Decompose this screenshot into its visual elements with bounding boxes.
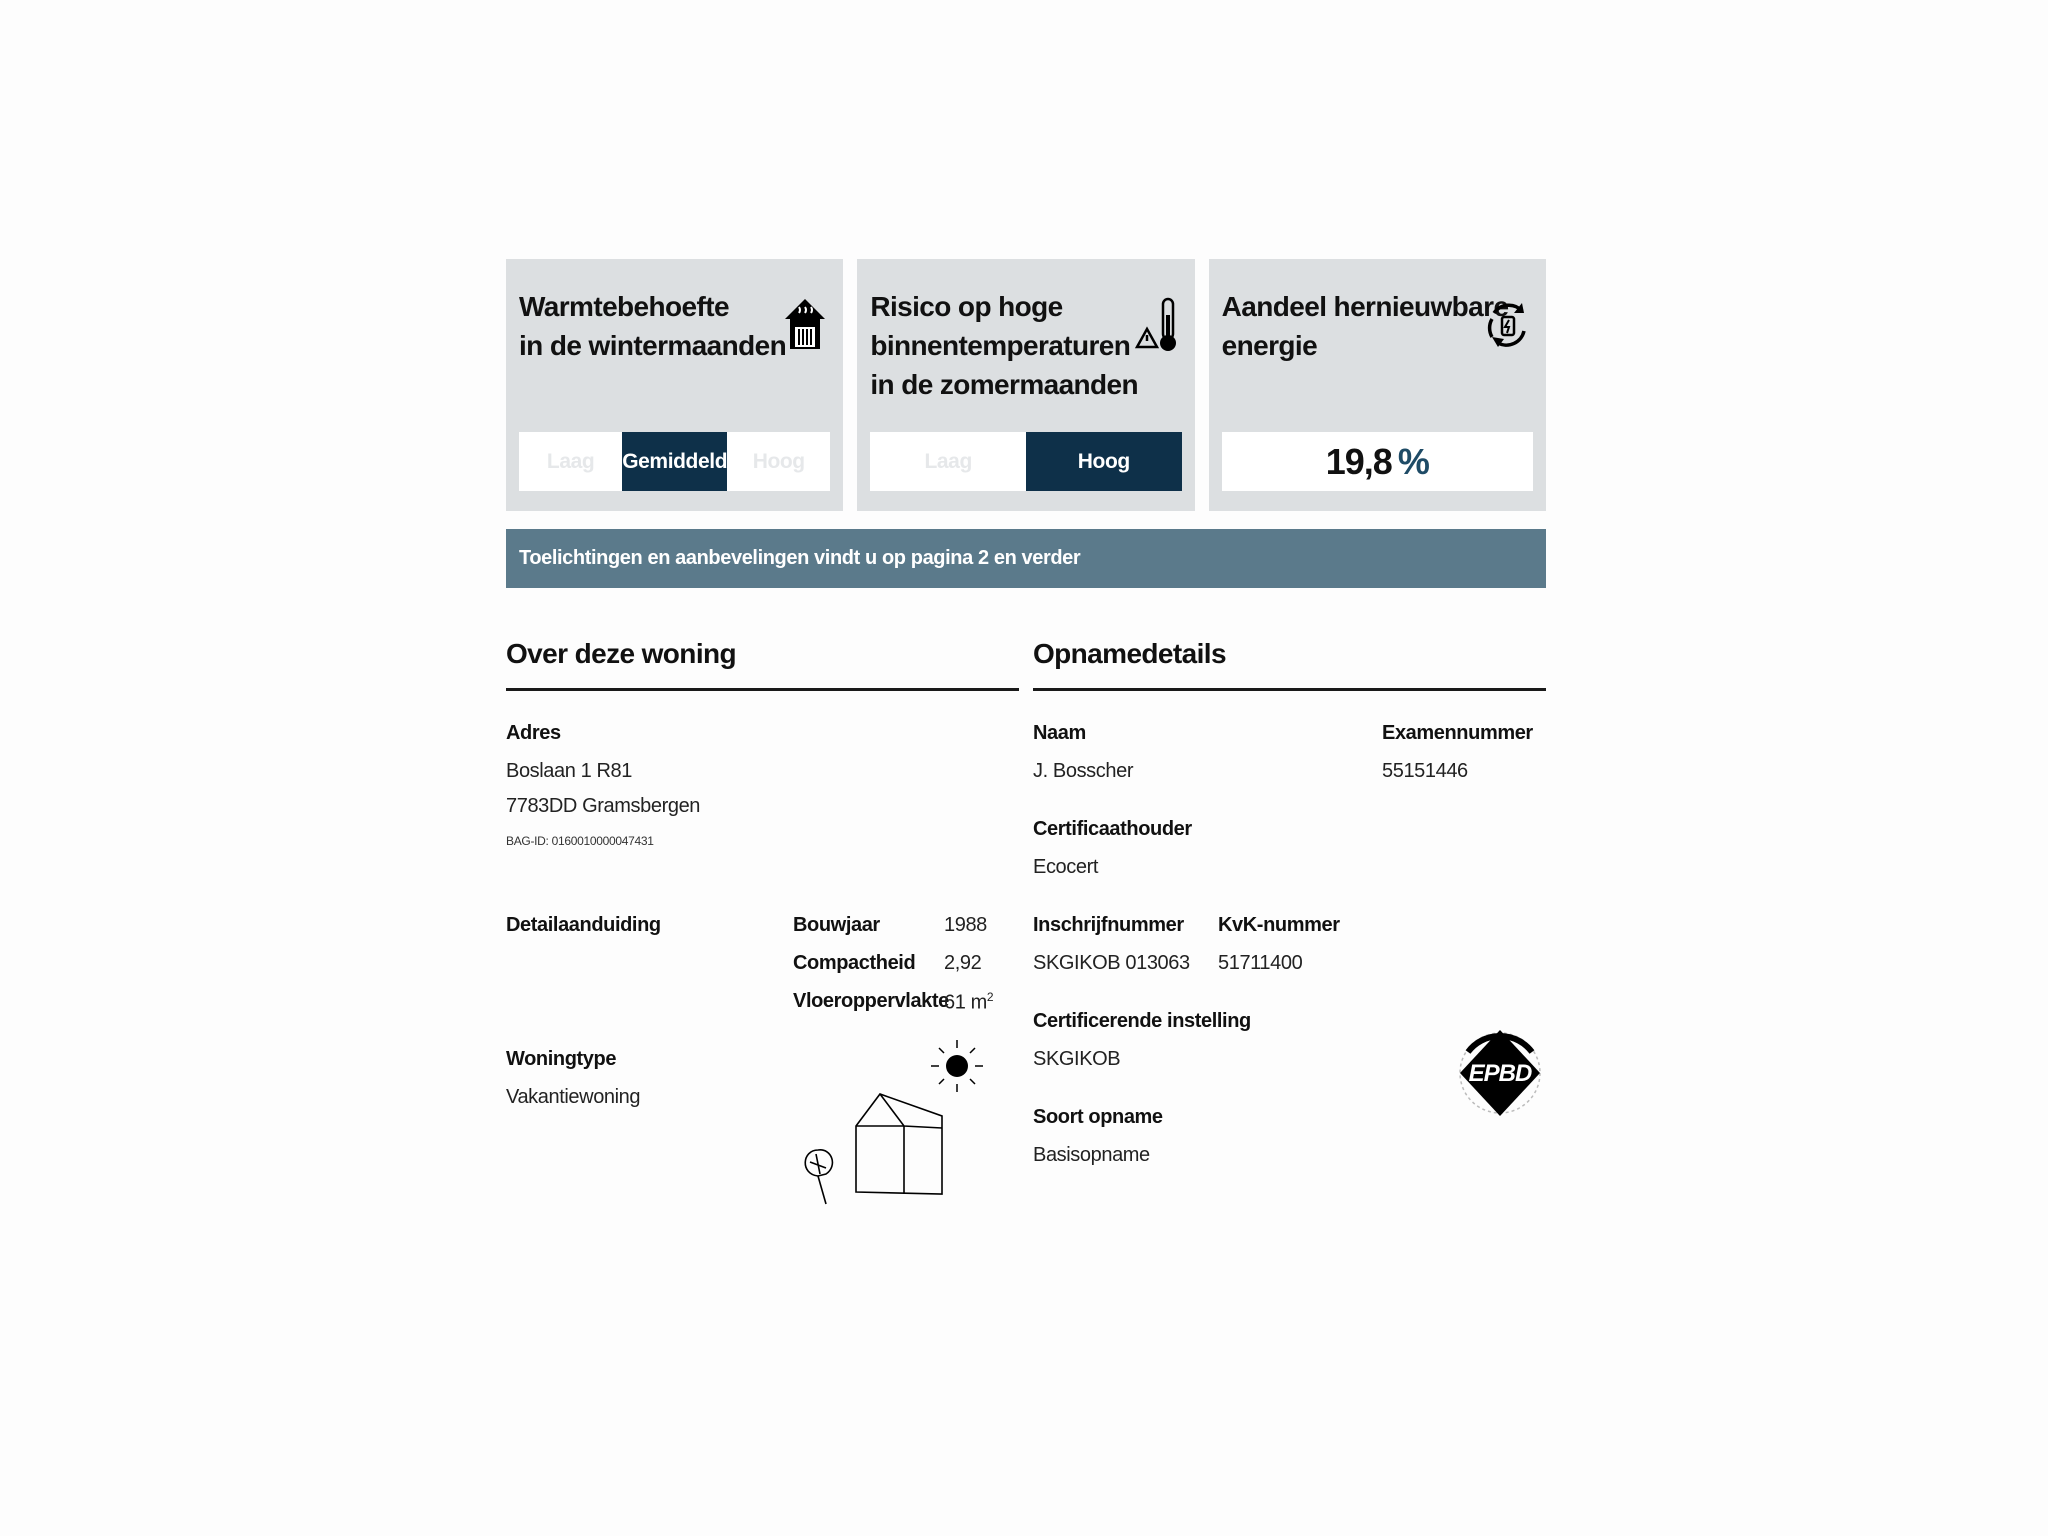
scale-medium-selected: Gemiddeld xyxy=(622,432,727,491)
certificaathouder-value: Ecocert xyxy=(1033,856,1099,878)
examennummer-label: Examennummer xyxy=(1382,722,1533,744)
kvk-label: KvK-nummer xyxy=(1218,914,1340,936)
bouwjaar-label: Bouwjaar xyxy=(793,914,880,936)
card-hernieuwbare-energie xyxy=(1209,259,1546,511)
examennummer-value: 55151446 xyxy=(1382,760,1468,782)
epbd-logo-icon xyxy=(1454,1012,1546,1134)
scale-low: Laag xyxy=(546,449,595,473)
scale-high-selected: Hoog xyxy=(1026,432,1182,491)
renewable-share-value xyxy=(1222,432,1533,491)
woningtype-label: Woningtype xyxy=(506,1048,617,1070)
epbd-logo-text: EPBD xyxy=(1468,1060,1532,1087)
certificerende-instelling-value: SKGIKOB xyxy=(1033,1048,1121,1070)
indicator-cards xyxy=(506,259,1546,511)
inschrijfnummer-value: SKGIKOB 013063 xyxy=(1033,952,1190,974)
card-risico-binnentemperatuur xyxy=(857,259,1194,511)
label-page xyxy=(506,259,1546,1208)
adres-line2: 7783DD Gramsbergen xyxy=(506,795,701,817)
opname-heading: Opnamedetails xyxy=(1033,638,1546,691)
detailaanduiding-label: Detailaanduiding xyxy=(506,914,661,936)
woning-heading: Over deze woning xyxy=(506,638,1019,691)
house-heating-icon xyxy=(781,293,829,355)
certificaathouder-label: Certificaathouder xyxy=(1033,818,1192,840)
overheating-risk-scale xyxy=(870,432,1181,491)
thermometer-warning-icon xyxy=(1133,293,1181,355)
card-title: Warmtebehoefte in de wintermaanden xyxy=(519,291,787,361)
renewable-cycle-icon xyxy=(1484,293,1532,355)
inschrijfnummer-label: Inschrijfnummer xyxy=(1033,914,1184,936)
vloeroppervlakte-value: 61 $m^2$ xyxy=(944,990,994,1014)
bag-id: BAG-ID: 0160010000047431 xyxy=(506,834,654,848)
soort-opname-label: Soort opname xyxy=(1033,1106,1163,1128)
vloeroppervlakte-label: Vloeroppervlakte xyxy=(793,990,949,1012)
renewable-percentage: 19,8 xyxy=(1325,440,1392,482)
adres-label: Adres xyxy=(506,722,561,744)
naam-label: Naam xyxy=(1033,722,1086,744)
compactheid-value: 2,92 xyxy=(944,952,982,974)
kvk-value: 51711400 xyxy=(1218,952,1303,974)
woningtype-value: Vakantiewoning xyxy=(506,1086,641,1108)
heat-demand-scale xyxy=(519,432,830,491)
card-title: Risico op hoge binnentemperaturen in de zomermaanden xyxy=(870,291,1139,400)
certificerende-instelling-label: Certificerende instelling xyxy=(1033,1010,1251,1032)
scale-low: Laag xyxy=(924,449,972,473)
percent-unit: % xyxy=(1397,440,1429,482)
house-illustration-icon xyxy=(796,1028,996,1208)
soort-opname-value: Basisopname xyxy=(1033,1144,1150,1166)
card-warmtebehoefte xyxy=(506,259,843,511)
info-banner: Toelichtingen en aanbevelingen vindt u op pagina 2 en verder xyxy=(506,529,1546,588)
scale-high: Hoog xyxy=(752,449,805,473)
compactheid-label: Compactheid xyxy=(793,952,916,974)
adres-line1: Boslaan 1 R81 xyxy=(506,760,633,782)
details-section xyxy=(506,588,1546,1208)
bouwjaar-value: 1988 xyxy=(944,914,987,936)
naam-value: J. Bosscher xyxy=(1033,760,1134,782)
card-title: Aandeel hernieuwbare energie xyxy=(1221,291,1509,361)
